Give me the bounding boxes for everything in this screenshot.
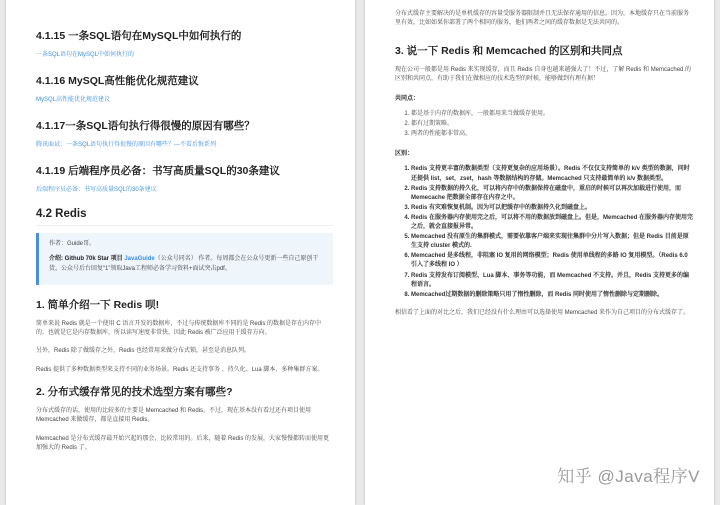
list-item: 1. Redis 支持更丰富的数据类型（支持更复杂的应用场景）。Redis 不仅仅支持简单的 k/v 类型的数据，同时还提供 list，set，zset，hash 等数据结构的存储。Memcached 只支持最简单的 k/v 数据类型。 <box>411 165 694 183</box>
section-heading: 4.1.19 后端程序员必备：书写高质量SQL的30条建议 <box>36 165 280 177</box>
list-item: 2. 都有过期策略。 <box>411 120 694 129</box>
section-heading: 4.1.17一条SQL语句执行得很慢的原因有哪些？ <box>36 120 255 132</box>
section-4-1-15 <box>36 28 333 58</box>
section-heading: 4.1.16 MySQL高性能优化规范建议 <box>36 75 199 87</box>
q2-title: 2. 分布式缓存常见的技术选型方案有哪些? <box>36 386 233 399</box>
section-4-1-16 <box>36 73 333 103</box>
section-link[interactable]: 后端程序员必备：书写高质量SQL的30条建议 <box>36 187 157 193</box>
top-paragraph: 分布式缓存主要解决的是单机缓存的容量受服务器限制并且无法保存通用的信息。因为，本地缓存只在当前服务里有效，比如如果你部署了两个相同的服务，他们两者之间的缓存数据是无法共同的。 <box>395 11 690 27</box>
list-item: 2. Redis 支持数据的持久化，可以将内存中的数据保持在磁盘中，重启的时候可以再次加载进行使用，而 Memecache 把数据全部存在内存之中。 <box>411 185 694 203</box>
section-4-1-19 <box>36 163 333 193</box>
list-item: 3. 两者的性能都非常高。 <box>411 130 694 139</box>
list-item: 8. Memcached过期数据的删除策略只用了惰性删除，而 Redis 同时使用了惰性删除与定期删除。 <box>411 291 694 300</box>
q1-paragraph-3: Redis 提供了多种数据类型来支持不同的业务场景。Redis 还支持事务 、持久化、Lua 脚本、多种集群方案。 <box>36 366 324 373</box>
list-item: 4. Redis 在服务器内存使用完之后，可以将不用的数据放到磁盘上。但是，Memcached 在服务器内存使用完之后，就会直接报异常。 <box>411 214 694 232</box>
list-item: 7. Redis 支持发布订阅模型、Lua 脚本、事务等功能，而 Memcached 不支持。并且，Redis 支持更多的编程语言。 <box>411 272 694 290</box>
common-list <box>395 110 694 139</box>
left-page <box>6 0 355 505</box>
zhihu-watermark: 知乎 @Java程序V <box>557 467 700 486</box>
section-link[interactable]: 一条SQL语句在MySQL中如何执行的 <box>36 52 135 58</box>
author-quote-block <box>36 233 333 285</box>
quote-author: 作者：Guide哥。 <box>49 241 96 247</box>
list-item: 5. Memcached 没有原生的集群模式，需要依靠客户端来实现往集群中分片写入数据；但是 Redis 目前是原生支持 cluster 模式的. <box>411 233 694 251</box>
diff-label: 区别： <box>395 151 414 158</box>
quote-intro-suffix: （公众号同名） 作者。每周都会在公众号更新一些自己原创干货。公众号后台回复“1”领取Java工程师必备学习资料+面试突击pdf。 <box>49 256 319 272</box>
quote-intro-prefix: 介绍: Github 70k Star 项目 <box>49 256 125 263</box>
redis-section-title: 4.2 Redis <box>36 208 333 226</box>
q1-title: 1. 简单介绍一下 Redis 呗! <box>36 298 160 311</box>
q2-paragraph-2: Memcached 是分布式缓存最开始兴起的那会，比较常用的。后来，随着 Redis 的发展，大家慢慢都转而使用更加强大的 Redis 了。 <box>36 435 330 451</box>
list-item: 1. 都是基于内存的数据库，一般都用来当做缓存使用。 <box>411 110 694 119</box>
section-link[interactable]: 腾讯面试：一条SQL语句执行得很慢的原因有哪些？---不看后悔系列 <box>36 142 217 148</box>
q2-paragraph-1: 分布式缓存的话，使用的比较多的主要是 Memcached 和 Redis。不过，现在基本没有看过还有项目使用 Memcached 来做缓存，都是直接用 Redis。 <box>36 408 312 424</box>
bottom-paragraph: 相信看了上面的对比之后，我们已经没有什么理由可以选择使用 Memcached 来作为自己项目的分布式缓存了。 <box>395 309 690 316</box>
list-item: 3. Redis 有灾难恢复机制。因为可以把缓存中的数据持久化到磁盘上。 <box>411 204 694 213</box>
right-page <box>365 0 714 505</box>
javaguide-link[interactable]: JavaGuide <box>124 256 155 263</box>
q3-paragraph: 现在公司一般都是用 Redis 来实现缓存，而且 Redis 自身也越来越强大了！不过，了解 Redis 和 Memcached 的区别和共同点，有助于我们在做相应的技术选型的时候，能够做到有理有据！ <box>395 66 692 82</box>
q1-paragraph-1: 简单来说 Redis 就是一个使用 C 语言开发的数据库，不过与传统数据库不同的是 Redis 的数据是存在内存中的，也就是它是内存数据库，所以读写速度非常快，因此 Redis 被广泛应用于缓存方向。 <box>36 320 322 337</box>
section-heading: 4.1.15 一条SQL语句在MySQL中如何执行的 <box>36 30 242 42</box>
q1-paragraph-2: 另外，Redis 除了做缓存之外，Redis 也经常用来做分布式锁，甚至是消息队列。 <box>36 348 251 355</box>
list-item: 6. Memcached 是多线程，非阻塞 IO 复用的网络模型；Redis 使用单线程的多路 IO 复用模型。（Redis 6.0 引入了多线程 IO ） <box>411 252 694 270</box>
quote-intro <box>49 255 325 274</box>
diff-list <box>395 165 694 299</box>
section-4-1-17 <box>36 118 333 148</box>
section-link[interactable]: MySQL高性能优化规范建议 <box>36 97 111 103</box>
common-label: 共同点： <box>395 96 420 103</box>
q3-title: 3. 说一下 Redis 和 Memcached 的区别和共同点 <box>395 44 623 57</box>
